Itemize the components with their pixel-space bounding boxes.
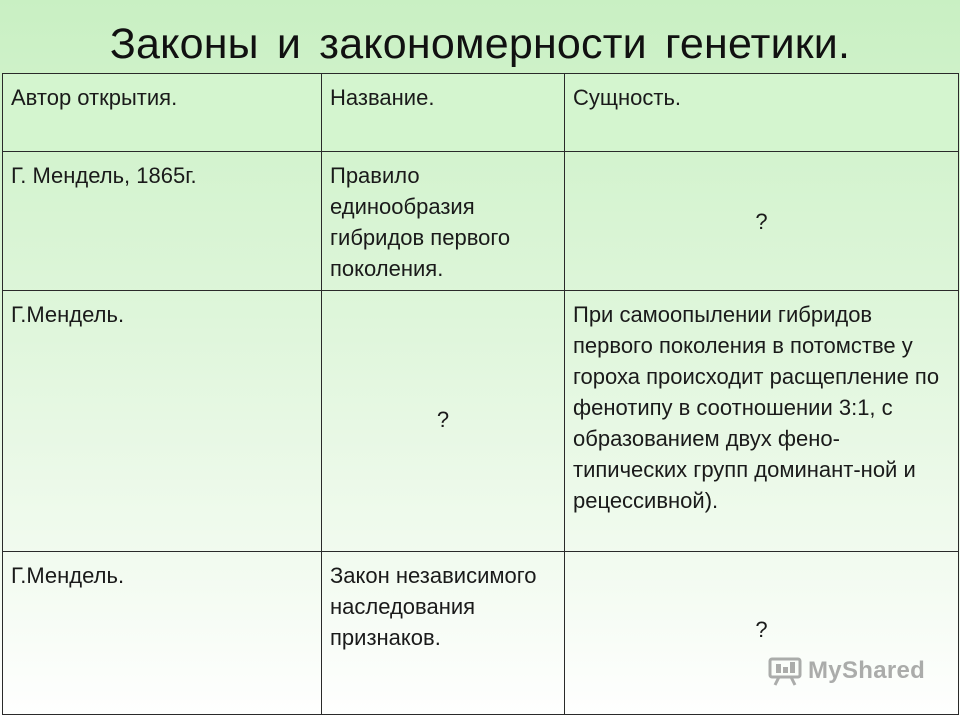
author-text: Г.Мендель.	[11, 563, 125, 588]
watermark-text: MyShared	[808, 657, 926, 684]
slide-title: Законы и закономерности генетики.	[109, 20, 851, 68]
presentation-board-icon	[768, 656, 802, 686]
author-text: Г. Мендель, 1865г.	[11, 163, 197, 188]
question-mark: ?	[755, 208, 768, 234]
cell-author	[3, 552, 322, 715]
cell-author	[3, 291, 322, 552]
name-text: Закон независимого наследования признаков.	[330, 563, 537, 650]
genetics-laws-table	[2, 73, 959, 715]
cell-name	[322, 152, 565, 291]
cell-essence	[565, 291, 959, 552]
table-row	[3, 291, 959, 552]
watermark	[768, 656, 925, 686]
table-header-row	[3, 74, 959, 152]
cell-name	[322, 552, 565, 715]
header-name	[322, 74, 565, 152]
author-text: Г.Мендель.	[11, 302, 125, 327]
question-mark: ?	[436, 406, 450, 432]
cell-essence	[565, 552, 959, 715]
cell-name	[322, 291, 565, 552]
cell-author	[3, 152, 322, 291]
essence-text: При самоопылении гибридов первого поколения в потомстве у гороха происходит расщепление по фенотипу в соотношении 3:1, с образованием двух фено-типических групп доминант-ной и рецессивной).	[573, 302, 940, 513]
cell-essence	[565, 152, 959, 291]
header-essence-label: Сущность.	[573, 85, 682, 110]
header-essence	[565, 74, 959, 152]
table-row	[3, 552, 959, 715]
table-row	[3, 152, 959, 291]
question-mark: ?	[755, 616, 768, 642]
header-author-label: Автор открытия.	[11, 85, 178, 110]
header-name-label: Название.	[330, 85, 435, 110]
header-author	[3, 74, 322, 152]
name-text: Правило единообразия гибридов первого поколения.	[330, 163, 511, 281]
